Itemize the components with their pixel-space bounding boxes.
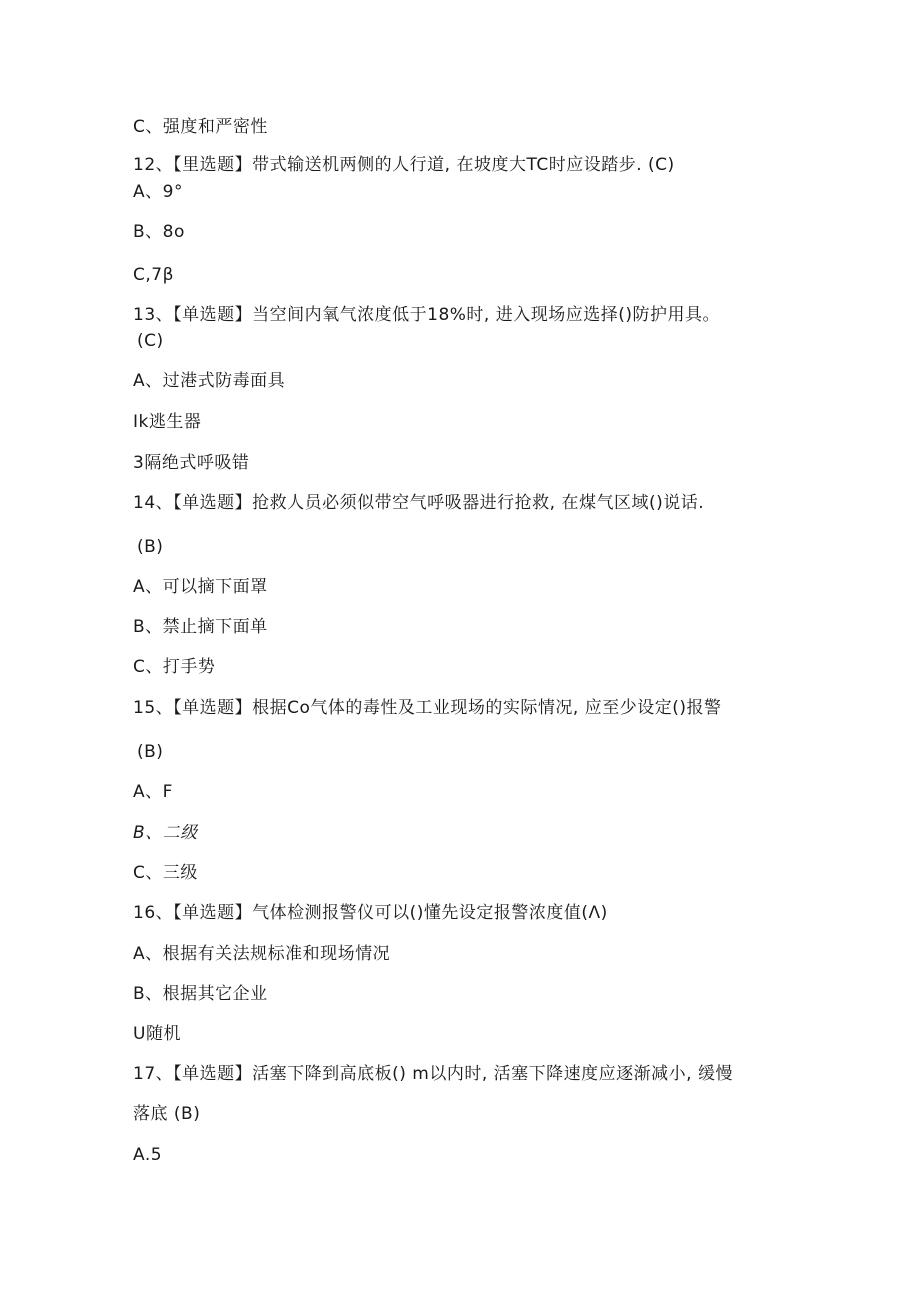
option-a-q14: A、可以摘下面罩 <box>133 577 268 597</box>
answer-q15: (B) <box>137 742 164 762</box>
option-b-q15: B、二级 <box>133 823 198 843</box>
answer-q13: (C) <box>137 331 164 351</box>
option-a-q17: A.5 <box>133 1145 163 1165</box>
option-b-q14: B、禁止摘下面单 <box>133 617 268 637</box>
option-b-q16: B、根据其它企业 <box>133 984 268 1004</box>
option-a-q15: A、F <box>133 782 173 802</box>
option-c-q13: 3隔绝式呼吸错 <box>133 453 250 473</box>
question-15: 15、【单选题】根据Co气体的毒性及工业现场的实际情况, 应至少设定()报警 <box>133 698 722 718</box>
option-a-q12: A、9° <box>133 182 183 202</box>
question-13: 13、【单选题】当空间内氧气浓度低于18%时, 进入现场应选择()防护用具。 <box>133 305 720 325</box>
option-c-q15: C、三级 <box>133 863 198 883</box>
question-16: 16、【单选题】气体检测报警仪可以()懂先设定报警浓度值(Λ) <box>133 903 608 923</box>
question-14: 14、【单选题】抢救人员必须似带空气呼吸器进行抢救, 在煤气区域()说话. <box>133 493 705 513</box>
question-17-continuation: 落底 (B) <box>133 1104 201 1124</box>
answer-q14: (B) <box>137 537 164 557</box>
option-b-q12: B、8o <box>133 222 185 242</box>
option-a-q16: A、根据有关法规标准和现场情况 <box>133 944 391 964</box>
question-12: 12、【里选题】带式输送机两侧的人行道, 在坡度大TC时应设踏步. (C) <box>133 155 675 175</box>
option-c-q16: U随机 <box>133 1024 181 1044</box>
option-c-q14: C、打手势 <box>133 657 216 677</box>
option-c-q11: C、强度和严密性 <box>133 117 268 137</box>
question-17: 17、【单选题】活塞下降到高底板() m以内时, 活塞下降速度应逐渐减小, 缓慢 <box>133 1064 733 1084</box>
option-b-q13: Ik逃生器 <box>133 412 202 432</box>
option-a-q13: A、过港式防毒面具 <box>133 371 286 391</box>
option-c-q12: C,7β <box>133 265 174 285</box>
